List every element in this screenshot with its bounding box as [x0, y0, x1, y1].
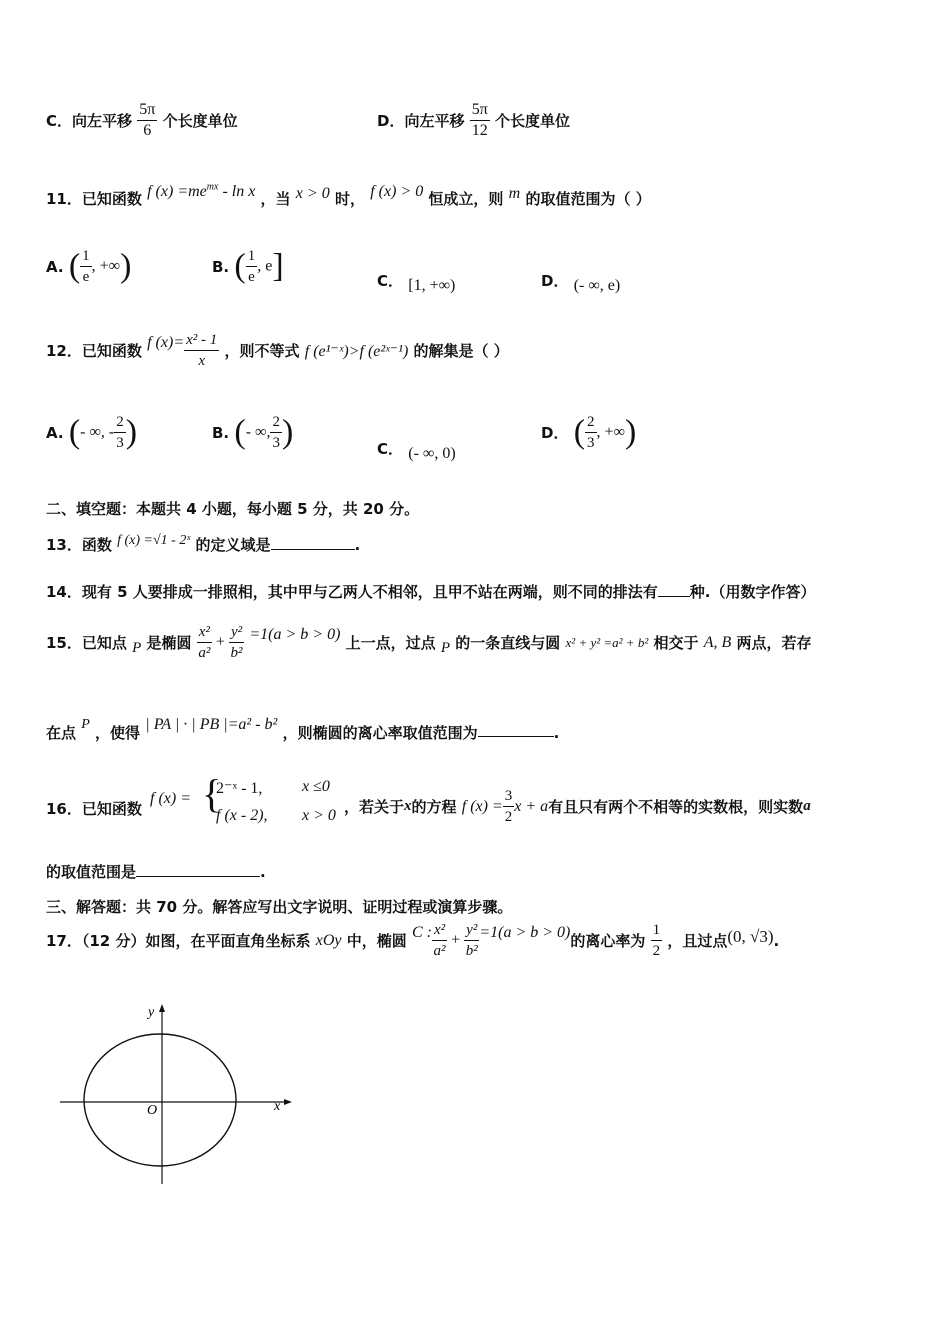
q16-case1-cond: x ≤0 [302, 778, 330, 795]
q11-stem: 11．已知函数 f $(x) =me^{mx} - \ln x$ ，当 x > 0 时， f (x) > 0 恒成立，则 m 的取值范围为（ ） [46, 181, 651, 208]
x-axis-label: x [274, 1099, 281, 1114]
q10-option-c: C．向左平移 $\frac{5\pi}{6}$ 个长度单位 [46, 101, 238, 139]
q15-stem-line1: 15．已知点 P 是椭圆 $\frac{\text{x²}}{\text{a²}}$ + $\frac{\text{y²}}{\text{b²}}$ =1(a > b > 0) 上一点，过点 P 的一条直线与圆 x² + y² =a² + b² 相交于 A, B 两点，若存 [46, 624, 812, 661]
q12-option-b: B. (- ∞, $\frac{2}{3}$ ) [212, 413, 294, 451]
q16-label: 16．已知函数 [46, 800, 142, 818]
origin-label: O [147, 1103, 158, 1118]
q14-answer-blank[interactable] [658, 596, 690, 597]
q16-case1: 2⁻ˣ - 1, [216, 780, 263, 797]
q15-answer-blank[interactable] [478, 736, 554, 737]
q17-stem: 17．（12 分）如图，在平面直角坐标系 xOy 中，椭圆 C : $\frac{\text{x²}}{\text{a²}}$ + $\frac{\text{y²}}{\text{b²}}$ =1(a > b > 0)的离心率为 $\frac{1}{2}$ ，且过点(0, √3). [46, 922, 780, 959]
section-2-heading: 二、填空题：本题共 4 小题，每小题 5 分，共 20 分。 [46, 500, 420, 518]
q12-option-d: D． ( $\frac{2}{3}$ , +∞) [541, 413, 637, 451]
q11-option-a: A. ( $\frac{1}{e}$ , +∞) [46, 247, 132, 285]
q13-stem: 13．函数 f (x) =√1 - 2ˣ 的定义域是 . [46, 533, 361, 554]
q16-function-lhs: f (x) = [150, 790, 191, 807]
q16-stem: ，若关于x的方程 f (x) = $\frac{3}{2}$ x + a有且只有两个不相等的实数根，则实数a [344, 788, 811, 825]
q11-option-b: B. ( $\frac{1}{e}$ , e] [212, 247, 284, 285]
q16-stem-line2: 的取值范围是 . [46, 863, 266, 881]
q16-case2: f (x - 2), [216, 807, 268, 824]
q16-answer-blank[interactable] [136, 876, 260, 877]
q13-answer-blank[interactable] [271, 549, 355, 550]
section-3-heading: 三、解答题：共 70 分。解答应写出文字说明、证明过程或演算步骤。 [46, 898, 513, 916]
q12-stem: 12．已知函数 f (x)= $\frac{\text{x² - 1}}{x}$ ，则不等式 f (e¹⁻ˣ)>f (e²ˣ⁻¹) 的解集是（ ） [46, 332, 509, 369]
q11-option-c: C． [1, +∞) [377, 272, 456, 294]
y-axis-arrow [159, 1004, 165, 1012]
q10-option-c-fraction: $\frac{5\pi}{6}$ [139, 101, 156, 139]
q12-option-a: A. (- ∞, - $\frac{2}{3}$ ) [46, 413, 138, 451]
x-axis-arrow [284, 1099, 292, 1105]
q11-option-d: D． (- ∞, e) [541, 272, 621, 294]
ellipse-curve [84, 1034, 236, 1166]
ellipse-figure [56, 1000, 296, 1190]
q15-stem-line2: 在点 P ，使得 | PA | · | PB |=a² - b² ，则椭圆的离心率取值范围为 . [46, 715, 560, 742]
q16-case2-cond: x > 0 [302, 807, 336, 824]
y-axis-label: y [148, 1005, 155, 1020]
q12-option-c: C． (- ∞, 0) [377, 440, 456, 462]
q16-brace: { [202, 771, 222, 816]
q10-option-d-fraction: $\frac{5\pi}{12}$ [471, 101, 488, 139]
q14-stem: 14．现有 5 人要排成一排照相，其中甲与乙两人不相邻，且甲不站在两端，则不同的排法有 种.（用数字作答） [46, 583, 816, 601]
q10-option-d: D．向左平移 $\frac{5\pi}{12}$ 个长度单位 [377, 101, 571, 139]
